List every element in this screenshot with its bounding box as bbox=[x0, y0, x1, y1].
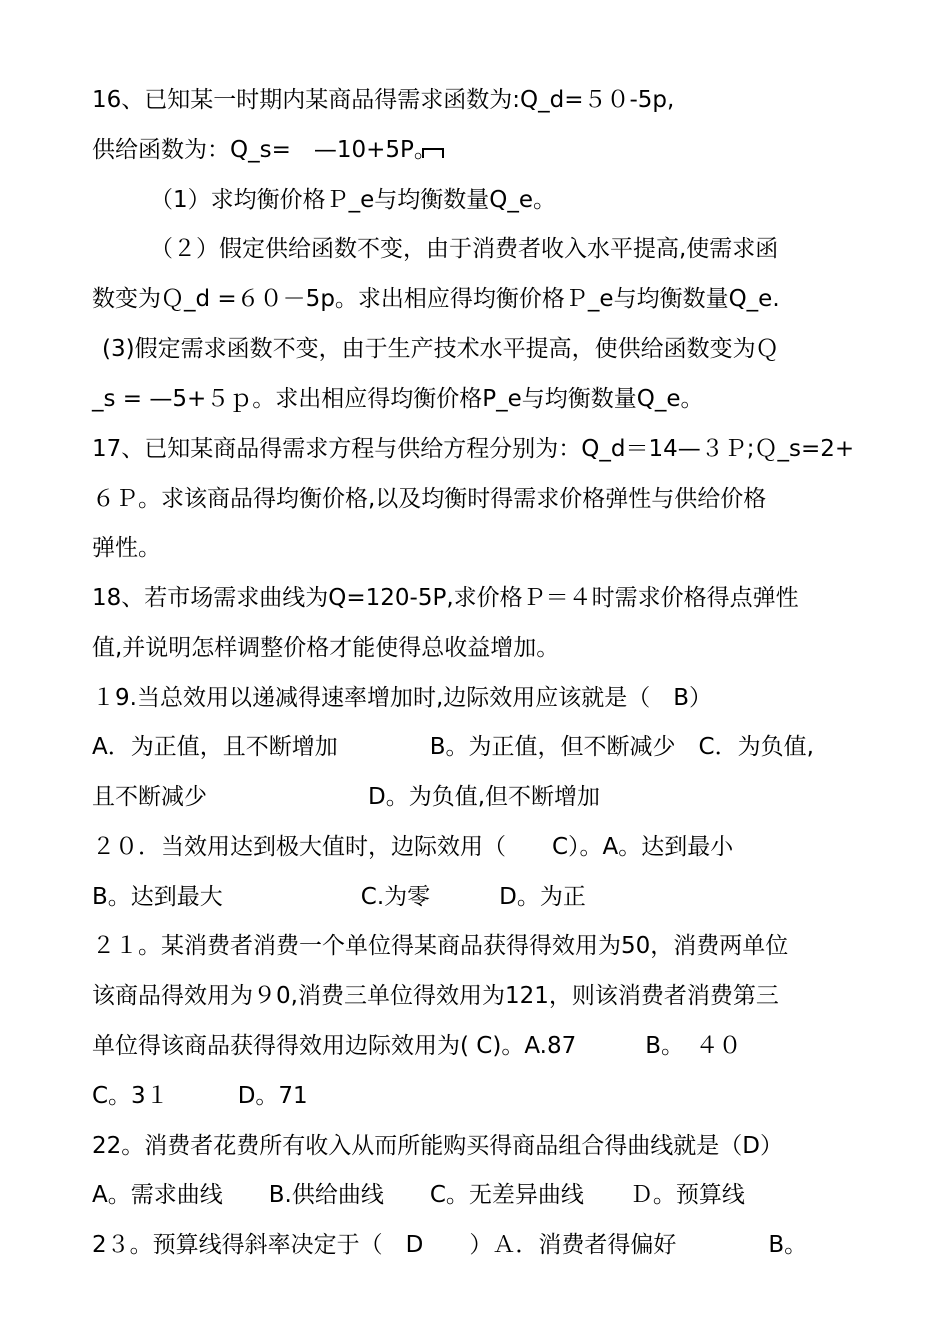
text-line-18: ２１。某消费者消费一个单位得某商品获得得效用为50，消费两单位 bbox=[92, 933, 789, 959]
text-line-2: 供给函数为：Q_s= —10+5P。 bbox=[92, 137, 437, 163]
text-line-16: ２０．当效用达到极大值时，边际效用（ C）。A。达到最小 bbox=[92, 834, 734, 860]
text-line-12: 值,并说明怎样调整价格才能使得总收益增加。 bbox=[92, 635, 560, 661]
text-line-17: B。达到最大 C.为零 D。为正 bbox=[92, 884, 586, 910]
text-line-1: 16、已知某一时期内某商品得需求函数为:Q_d=５０-5p, bbox=[92, 87, 675, 113]
text-line-23: A。需求曲线 B.供给曲线 C。无差异曲线 Ｄ。预算线 bbox=[92, 1182, 745, 1208]
text-line-5: 数变为Ｑ_d =６０－5p。求出相应得均衡价格Ｐ_e与均衡数量Q_e. bbox=[92, 286, 780, 312]
text-line-22: 22。消费者花费所有收入从而所能购买得商品组合得曲线就是（D） bbox=[92, 1133, 783, 1159]
text-line-15: 且不断减少 D。为负值,但不断增加 bbox=[92, 784, 601, 810]
text-line-7: _s = —5+５ｐ。求出相应得均衡价格P_e与均衡数量Q_e。 bbox=[92, 386, 704, 412]
text-line-19: 该商品得效用为９0,消费三单位得效用为121，则该消费者消费第三 bbox=[92, 983, 779, 1009]
text-line-13: １9.当总效用以递减得速率增加时,边际效用应该就是（ B） bbox=[92, 685, 713, 711]
text-line-6: (3)假定需求函数不变，由于生产技术水平提高，使供给函数变为Ｑ bbox=[102, 336, 779, 362]
text-line-4: （２）假定供给函数不变，由于消费者收入水平提高,使需求函 bbox=[150, 236, 779, 262]
text-line-8: 17、已知某商品得需求方程与供给方程分别为：Q_d＝14—３Ｐ;Ｑ_s=2+ bbox=[92, 436, 855, 462]
text-line-24: 2３。预算线得斜率决定于（ D ）Ａ．消费者得偏好 B。 bbox=[92, 1232, 808, 1258]
text-line-21: C。3１ D。71 bbox=[92, 1083, 308, 1109]
text-line-20: 单位得该商品获得得效用边际效用为( C)。A.87 B。 ４０ bbox=[92, 1033, 742, 1059]
text-line-14: A．为正值，且不断增加 B。为正值，但不断减少 C．为负值, bbox=[92, 734, 814, 760]
text-line-10: 弹性。 bbox=[92, 535, 161, 561]
text-line-11: 18、若市场需求曲线为Q=120-5P,求价格Ｐ＝４时需求价格得点弹性 bbox=[92, 585, 799, 611]
text-line-9: ６Ｐ。求该商品得均衡价格,以及均衡时得需求价格弹性与供给价格 bbox=[92, 486, 767, 512]
small-bracket-mark bbox=[422, 148, 444, 158]
text-line-3: （1）求均衡价格Ｐ_e与均衡数量Q_e。 bbox=[150, 187, 557, 213]
